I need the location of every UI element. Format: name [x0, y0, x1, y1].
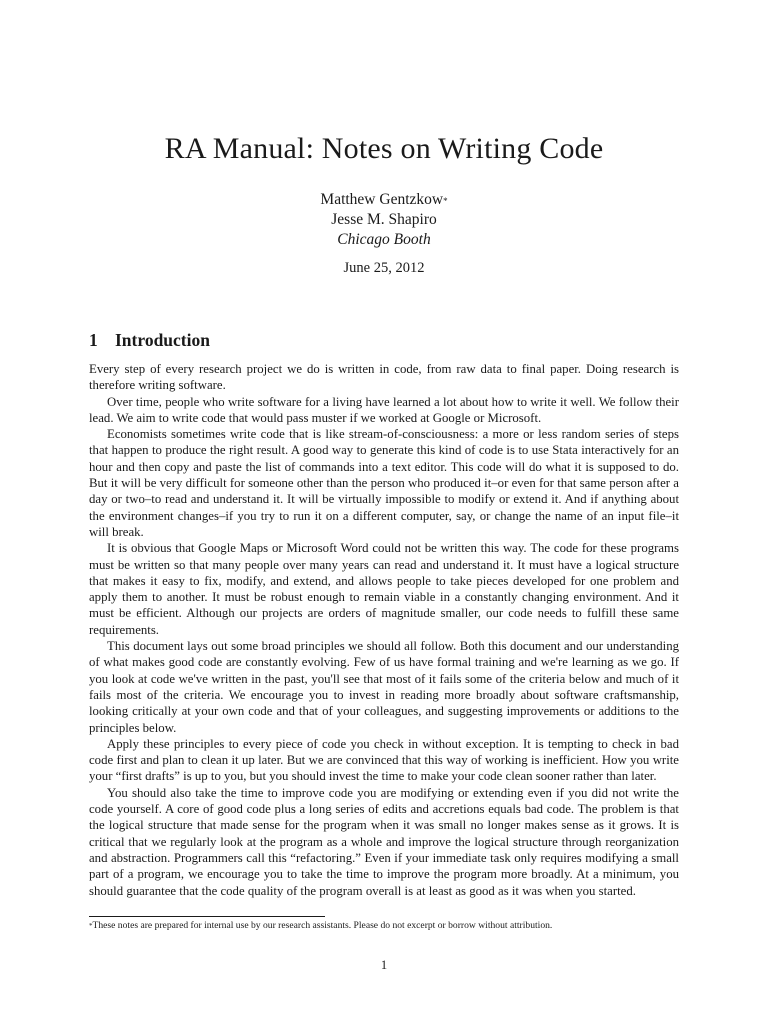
footnote-marker: *: [443, 196, 448, 206]
section-title: Introduction: [115, 330, 210, 350]
section-heading: [89, 329, 210, 351]
paragraph: Apply these principles to every piece of code you check in without exception. It is tempting to check in bad code first and plan to clean it up later. But we are convinced that this way of working is inefficient. How you write your “first drafts” is up to you, but you should invest the time to make your code clean sooner rather than later.: [89, 736, 679, 784]
footnote-marker: *: [89, 922, 93, 930]
author-affiliation: Chicago Booth: [337, 231, 431, 248]
author-name: Matthew Gentzkow*: [320, 191, 448, 208]
body-text: [89, 361, 679, 899]
section-number: 1: [89, 330, 98, 350]
paragraph: Over time, people who write software for a living have learned a lot about how to write it well. We follow their lead. We aim to write code that would pass muster if we worked at Google or Microsoft.: [89, 394, 679, 425]
author-block: [0, 190, 768, 250]
paragraph: You should also take the time to improve code you are modifying or extending even if you did not write the code yourself. A core of good code plus a long series of edits and accretions equals bad code. The problem is that the logical structure that made sense for the program when it was small no longer makes sense as it grows. It is critical that we regularly look at the program as a whole and improve the logical structure through reorganization and abstraction. Programmers call this “refactoring.” Even if your immediate task only requires modifying a small part of a program, we encourage you to take the time to improve the program more broadly. At a minimum, you should guarantee that the code quality of the program overall is at least as good as it was when you started.: [89, 785, 679, 898]
paragraph: Economists sometimes write code that is like stream-of-consciousness: a more or less random series of steps that happen to produce the right result. A good way to generate this kind of code is to use Stata interactively for an hour and then copy and paste the list of commands into a text editor. This code will do what it is supposed to do. But it will be very difficult for someone other than the person who produced it–or even for that same person after a day or two–to read and understand it. It will be virtually impossible to modify or extend it. And if anything about the environment changes–if you try to run it on a different computer, say, or change the name of an input file–it will break.: [89, 427, 679, 539]
paragraph: This document lays out some broad principles we should all follow. Both this document and our understanding of what makes good code are constantly evolving. Few of us have formal training and we're learning as we go. If you look at code we've written in the past, you'll see that most of it fails some of the criteria below and much of it fails most of the criteria. We encourage you to invest in reading more broadly about software craftsmanship, looking critically at your own code and that of your colleagues, and suggesting improvements or additions to the principles below.: [89, 639, 679, 735]
page-number: 1: [380, 958, 388, 972]
footnote-text: These notes are prepared for internal use by our research assistants. Please do not excerpt or borrow without attribution.: [92, 920, 553, 931]
paragraph: Every step of every research project we do is written in code, from raw data to final paper. Doing research is therefore writing software.: [89, 362, 679, 393]
document-date: June 25, 2012: [343, 260, 425, 276]
footnote-rule: [89, 916, 325, 917]
footnote: [89, 920, 689, 932]
document-title: RA Manual: Notes on Writing Code: [164, 132, 604, 165]
paragraph: It is obvious that Google Maps or Microsoft Word could not be written this way. The code for these programs must be written so that many people over many years can read and understand it. It must have a logical structure that makes it easy to fix, modify, and extend, and allows people to take pieces developed for one problem and apply them to another. It must be robust enough to remain viable in a constantly changing environment. And it must be efficient. Although our projects are orders of magnitude smaller, our code needs to fulfill these same requirements.: [89, 541, 679, 637]
author-name: Jesse M. Shapiro: [331, 211, 437, 228]
